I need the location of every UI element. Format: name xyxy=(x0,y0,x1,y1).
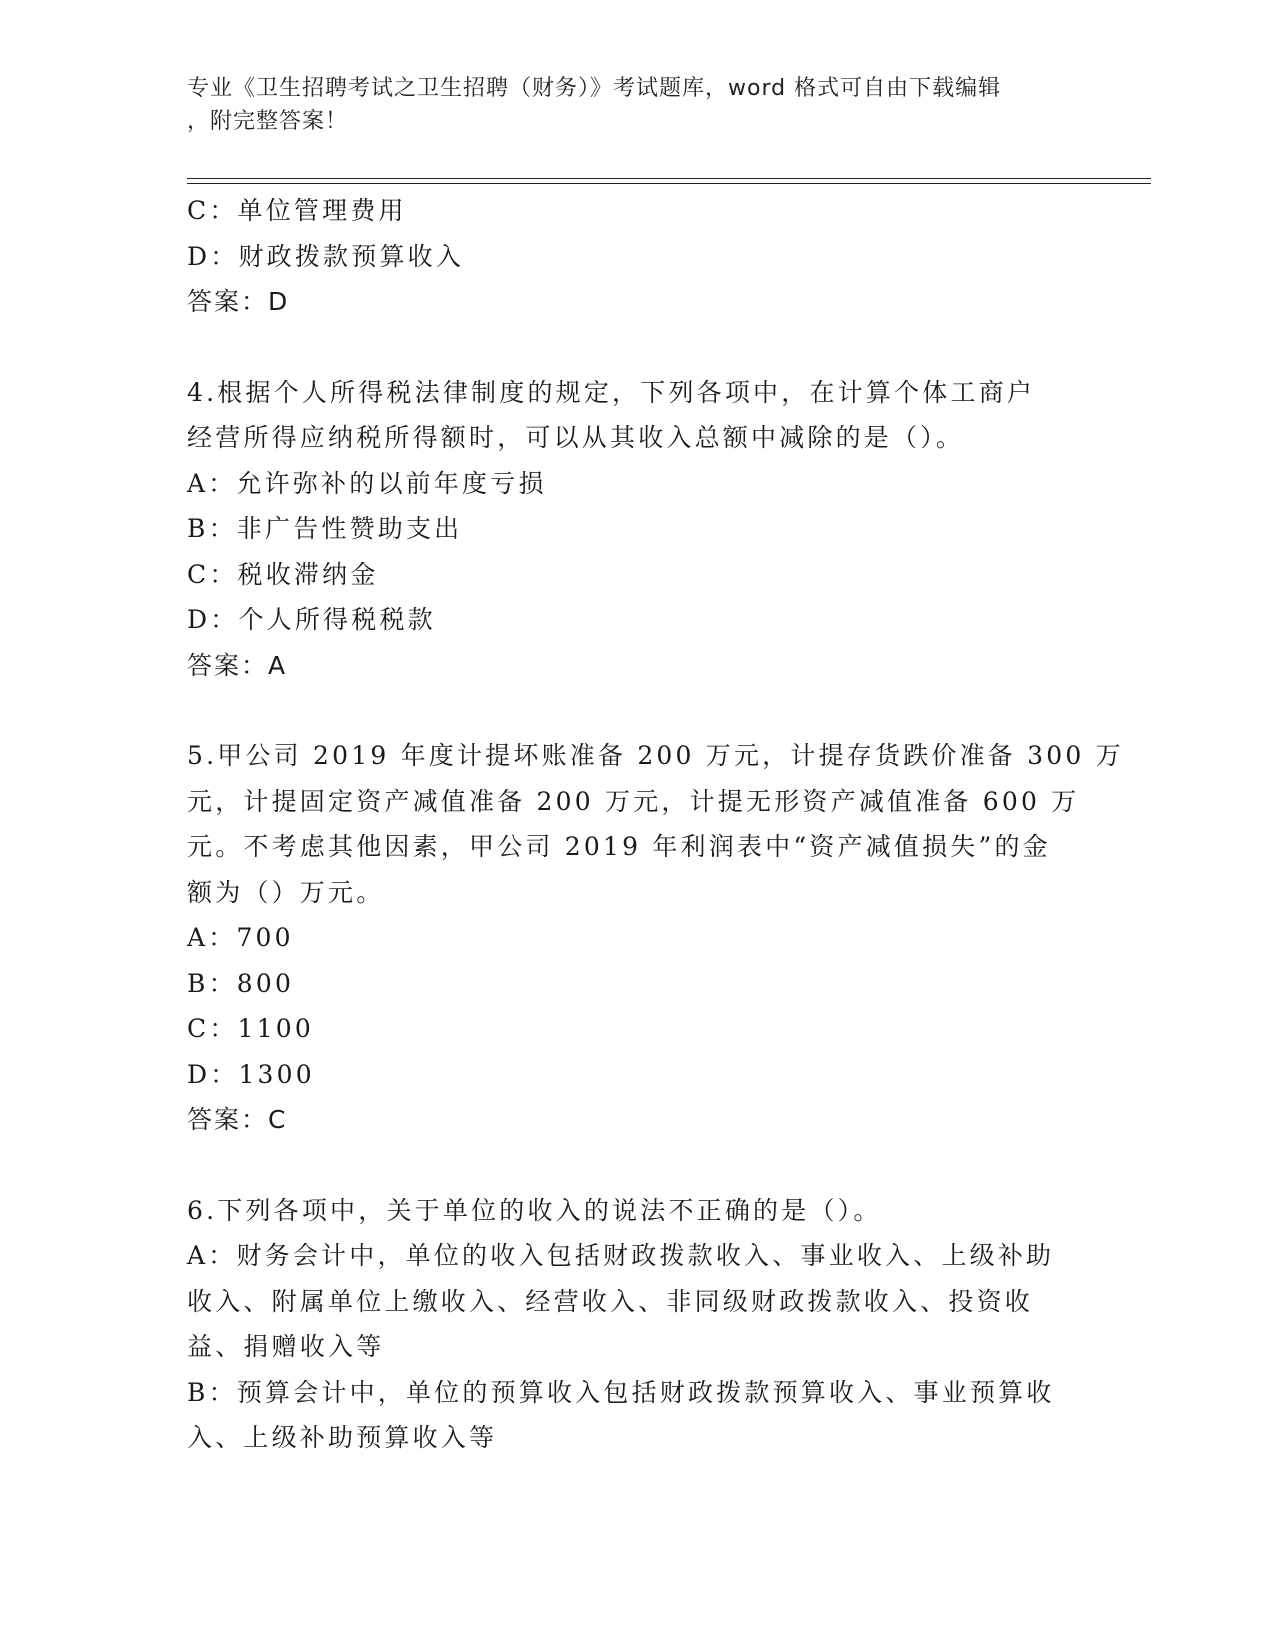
question-4 xyxy=(187,370,1067,689)
option-b: B：预算会计中，单位的预算收入包括财政拨款预算收入、事业预算收 xyxy=(187,1377,1055,1407)
option-b: B：800 xyxy=(187,968,295,998)
option-c: C：税收滞纳金 xyxy=(187,559,379,589)
option-d: D：个人所得税税款 xyxy=(187,605,436,634)
question-list xyxy=(187,188,1124,1461)
spacer xyxy=(187,688,1067,733)
spacer xyxy=(187,1143,1067,1188)
question-stem: 4.根据个人所得税法律制度的规定，下列各项中，在计算个体工商户 xyxy=(187,377,1036,407)
option-d: D：1300 xyxy=(187,1059,315,1089)
answer-label: 答案：C xyxy=(187,1105,288,1134)
answer-label: 答案：A xyxy=(187,650,288,680)
option-a: A：允许弥补的以前年度亏损 xyxy=(187,468,547,498)
question-stem: 额为（）万元。 xyxy=(187,877,385,907)
option-b: B：非广告性赞助支出 xyxy=(187,514,463,543)
option-a: A：财务会计中，单位的收入包括财政拨款收入、事业收入、上级补助 xyxy=(187,1241,1055,1270)
answer-label: 答案：D xyxy=(187,287,290,316)
question-3-tail xyxy=(187,188,1067,325)
question-stem: 5.甲公司 2019 年度计提坏账准备 200 万元，计提存货跌价准备 300 万 xyxy=(187,741,1124,770)
option-a-continued: 益、捐赠收入等 xyxy=(187,1332,385,1361)
question-stem: 经营所得应纳税所得额时，可以从其收入总额中减除的是（）。 xyxy=(187,423,965,452)
spacer xyxy=(187,325,1067,370)
question-6 xyxy=(187,1188,1067,1461)
question-stem: 元，计提固定资产减值准备 200 万元，计提无形资产减值准备 600 万 xyxy=(187,786,1080,816)
option-a-continued: 收入、附属单位上缴收入、经营收入、非同级财政拨款收入、投资收 xyxy=(187,1286,1034,1316)
option-a: A：700 xyxy=(187,923,294,952)
option-c: C：1100 xyxy=(187,1014,314,1043)
question-5 xyxy=(187,733,1124,1143)
header-line-1: 专业《卫生招聘考试之卫生招聘（财务）》考试题库，word 格式可自由下载编辑 xyxy=(187,76,1002,101)
option-c: C：单位管理费用 xyxy=(187,196,407,225)
header-line-2: ，附完整答案！ xyxy=(187,109,349,134)
question-stem: 元。不考虑其他因素，甲公司 2019 年利润表中“资产减值损失”的金 xyxy=(187,832,1051,861)
option-d: D：财政拨款预算收入 xyxy=(187,241,465,271)
option-b-continued: 入、上级补助预算收入等 xyxy=(187,1423,498,1452)
header-divider xyxy=(187,178,1151,184)
question-stem: 6.下列各项中，关于单位的收入的说法不正确的是（）。 xyxy=(187,1195,882,1225)
page-header xyxy=(187,72,1067,138)
